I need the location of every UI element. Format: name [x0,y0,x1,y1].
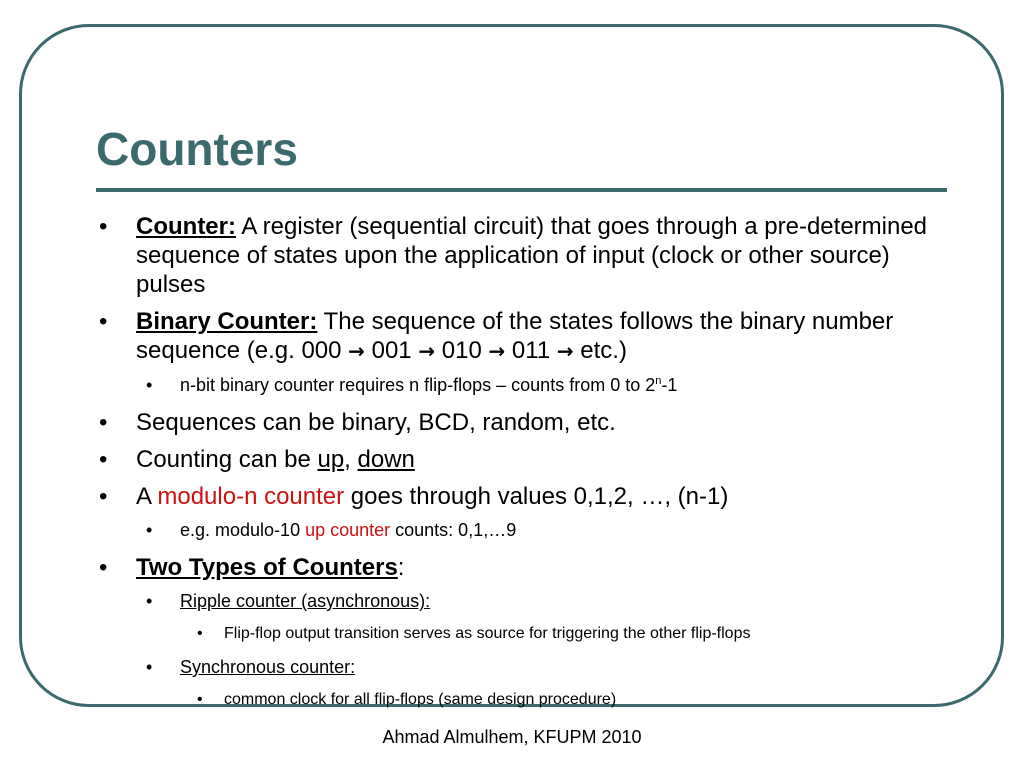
sub-sub-bullet-ripple-detail [96,624,956,644]
bullet-icon: • [99,308,108,335]
bullet-icon: • [99,483,108,510]
sub-sub-bullet-sync-detail [96,690,956,710]
bullet-icon: • [99,213,108,240]
sequence-value: 001 [364,337,419,364]
bullet-two-types [96,553,956,582]
bullet-modulo [96,482,956,511]
sequence-value: 010 [435,337,489,364]
counting-separator: , [344,446,358,473]
bullet-icon: • [99,409,108,436]
sub-bullet-synchronous [96,656,956,678]
modulo-text: goes through values 0,1,2, …, (n-1) [344,483,729,510]
term-counter: Counter: [136,213,236,240]
modulo-example-prefix: e.g. modulo-10 [180,520,306,540]
sequence-end: etc.) [573,337,627,364]
bullet-counter-definition [96,212,956,299]
term-two-types: Two Types of Counters [136,554,398,581]
bullet-icon: • [146,657,153,677]
bullet-binary-counter [96,307,956,366]
term-binary-counter: Binary Counter: [136,308,318,335]
slide-content [96,212,956,722]
term-modulo-n-counter: modulo-n counter [157,483,345,510]
sub-bullet-ripple [96,590,956,612]
modulo-prefix: A [136,483,158,510]
bullet-icon: • [146,591,153,611]
sub-bullet-modulo-example [96,519,956,541]
nbit-text: n-bit binary counter requires n flip-flops – counts from 0 to 2 [180,375,656,395]
sequence-value: 011 [505,337,557,364]
synchronous-counter-label: Synchronous counter: [180,657,356,677]
bullet-icon: • [146,520,153,540]
modulo-example-text: counts: 0,1,…9 [390,520,517,540]
bullet-icon: • [197,625,203,642]
slide-footer: Ahmad Almulhem, KFUPM 2010 [382,727,642,747]
bullet-sequences [96,408,956,437]
bullet-counting [96,445,956,474]
bullet-icon: • [146,375,153,395]
arrow-right-icon: → [488,339,506,363]
bullet-icon: • [99,554,108,581]
arrow-right-icon: → [418,339,436,363]
bullet-icon: • [99,446,108,473]
term-up: up [317,446,345,473]
term-up-counter: up counter [305,520,391,540]
two-types-colon: : [397,554,405,581]
arrow-right-icon: → [348,339,365,363]
term-down: down [357,446,415,473]
slide-title: Counters [96,123,298,175]
sync-detail-text: common clock for all flip-flops (same design procedure) [224,691,617,708]
nbit-tail: -1 [661,375,678,395]
ripple-detail-text: Flip-flop output transition serves as source for triggering the other flip-flops [224,625,751,642]
title-divider [96,188,947,192]
sub-bullet-nbit [96,374,956,396]
bullet-icon: • [197,691,203,708]
counter-definition-text: A register (sequential circuit) that goes through a pre-determined sequence of states upon the application of input (clock or other source) pulses [136,213,928,298]
binary-counter-text: The sequence of the states follows the binary number sequence (e.g. 000 [136,308,894,364]
ripple-counter-label: Ripple counter (asynchronous): [180,591,431,611]
sequences-text: Sequences can be binary, BCD, random, etc. [136,409,616,436]
counting-text: Counting can be [136,446,318,473]
exponent-n: n [655,375,662,387]
arrow-right-icon: → [556,339,574,363]
